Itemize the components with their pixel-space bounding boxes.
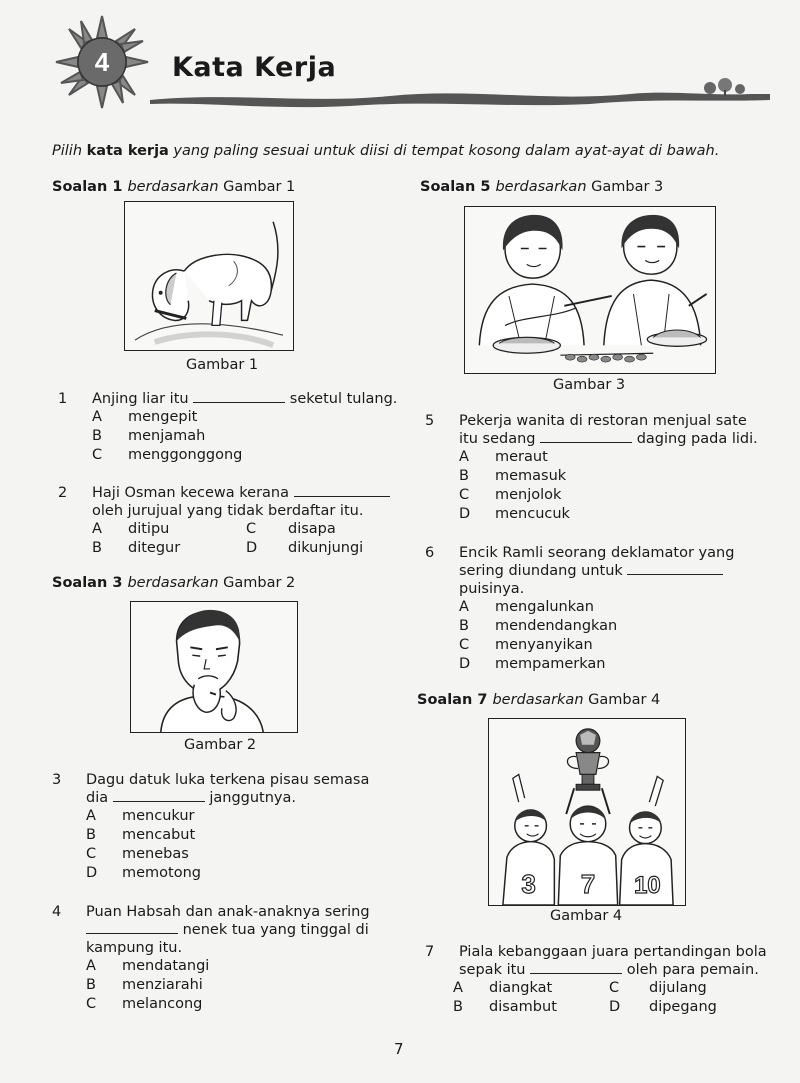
chapter-title: Kata Kerja (172, 52, 337, 83)
option-b[interactable]: B memasuk (459, 468, 567, 484)
option-d-letter[interactable]: D (246, 540, 258, 556)
section-heading-soalan-5: Soalan 5 berdasarkan Gambar 3 (420, 179, 664, 195)
option-c[interactable]: C menjolok (459, 487, 562, 503)
option-a-text[interactable]: ditipu (128, 521, 170, 537)
option-row-bd (453, 998, 770, 1017)
answer-blank (530, 962, 622, 974)
figure-dog (124, 201, 294, 351)
question-number: 1 (58, 391, 68, 407)
option-a[interactable]: A mengepit (92, 409, 198, 425)
option-b[interactable]: B menziarahi (86, 977, 203, 993)
caption-gambar-4: Gambar 4 (550, 908, 623, 924)
option-a[interactable]: A mencukur (86, 808, 195, 824)
caption-gambar-1: Gambar 1 (186, 357, 259, 373)
option-c[interactable]: C menebas (86, 846, 189, 862)
option-d[interactable]: D mencucuk (459, 506, 570, 522)
option-b[interactable]: B mendendangkan (459, 618, 618, 634)
option-d[interactable]: D mempamerkan (459, 656, 606, 672)
question-7: 7 Piala kebanggaan juara pertandingan bola sepak itu oleh para pemain. A diangkat C dijulang B disambut D dipegang (425, 943, 770, 1017)
option-c[interactable]: C melancong (86, 996, 203, 1012)
option-a-text[interactable]: diangkat (489, 980, 553, 996)
option-b[interactable]: B menjamah (92, 428, 206, 444)
caption-gambar-3: Gambar 3 (553, 377, 626, 393)
section-heading-soalan-7: Soalan 7 berdasarkan Gambar 4 (417, 692, 661, 708)
answer-blank (627, 563, 723, 575)
header-wave-decoration (150, 78, 770, 108)
question-4: 4 Puan Habsah dan anak-anaknya sering nenek tua yang tinggal di kampung itu. A mendatangi B menziarahi C melancong (52, 903, 397, 1014)
answer-blank (113, 790, 205, 802)
option-d-letter[interactable]: D (609, 999, 621, 1015)
option-d[interactable]: D memotong (86, 865, 201, 881)
figure-satay-workers (464, 206, 716, 374)
jersey-number-middle: 7 (580, 871, 596, 900)
jersey-number-left: 3 (521, 871, 536, 900)
dog-illustration (125, 202, 293, 350)
option-a-letter[interactable]: A (92, 521, 102, 537)
option-b-letter[interactable]: B (92, 540, 102, 556)
option-c-text[interactable]: dijulang (649, 980, 707, 996)
answer-blank (193, 391, 285, 403)
question-3: 3 Dagu datuk luka terkena pisau semasa dia janggutnya. A mencukur B mencabut C menebas D memotong (52, 771, 397, 883)
option-row-ac (453, 979, 770, 998)
option-a[interactable]: A meraut (459, 449, 548, 465)
option-a[interactable]: A mengalunkan (459, 599, 594, 615)
option-c-letter[interactable]: C (246, 521, 257, 537)
question-6: 6 Encik Ramli seorang deklamator yang sering diundang untuk puisinya. A mengalunkan B mendendangkan C menyanyikan D mempamerkan (425, 544, 770, 674)
satay-workers-illustration (465, 207, 715, 373)
option-row-bd (92, 539, 398, 558)
option-c[interactable]: C menggonggong (92, 447, 243, 463)
chapter-number: 4 (94, 47, 110, 77)
option-b-text[interactable]: ditegur (128, 540, 181, 556)
question-5: 5 Pekerja wanita di restoran menjual sate itu sedang daging pada lidi. A meraut B memasuk C menjolok D mencucuk (425, 412, 770, 524)
option-c-text[interactable]: disapa (288, 521, 336, 537)
section-heading-soalan-3: Soalan 3 berdasarkan Gambar 2 (52, 575, 296, 591)
option-c[interactable]: C menyanyikan (459, 637, 593, 653)
option-a[interactable]: A mendatangi (86, 958, 210, 974)
option-c-letter[interactable]: C (609, 980, 620, 996)
option-a-letter[interactable]: A (453, 980, 463, 996)
answer-blank (540, 431, 632, 443)
question-number: 6 (425, 545, 435, 561)
answer-blank (294, 485, 390, 497)
question-2: 2 Haji Osman kecewa kerana oleh jurujual yang tidak berdaftar itu. A ditipu C disapa B ditegur D dikunjungi (58, 484, 398, 558)
question-1: 1 Anjing liar itu seketul tulang. A mengepit B menjamah C menggonggong (58, 391, 398, 463)
option-row-ac (92, 520, 398, 539)
question-number: 2 (58, 485, 68, 501)
option-b-text[interactable]: disambut (489, 999, 557, 1015)
instruction-text: Pilih kata kerja yang paling sesuai untuk diisi di tempat kosong dalam ayat-ayat di bawah. (52, 143, 720, 159)
old-man-illustration (131, 602, 297, 732)
page-number: 7 (394, 1040, 404, 1058)
question-number: 3 (52, 772, 62, 788)
option-b-letter[interactable]: B (453, 999, 463, 1015)
caption-gambar-2: Gambar 2 (184, 737, 257, 753)
answer-blank (86, 922, 178, 934)
question-number: 4 (52, 904, 62, 920)
question-number: 5 (425, 413, 435, 429)
option-d-text[interactable]: dipegang (649, 999, 717, 1015)
chapter-sun-badge (54, 14, 150, 110)
trophy-players-illustration (489, 719, 685, 905)
option-b[interactable]: B mencabut (86, 827, 196, 843)
figure-old-man (130, 601, 298, 733)
figure-trophy-players (488, 718, 686, 906)
section-heading-soalan-1: Soalan 1 berdasarkan Gambar 1 (52, 179, 296, 195)
option-d-text[interactable]: dikunjungi (288, 540, 364, 556)
question-number: 7 (425, 944, 435, 960)
jersey-number-right: 10 (634, 873, 661, 900)
